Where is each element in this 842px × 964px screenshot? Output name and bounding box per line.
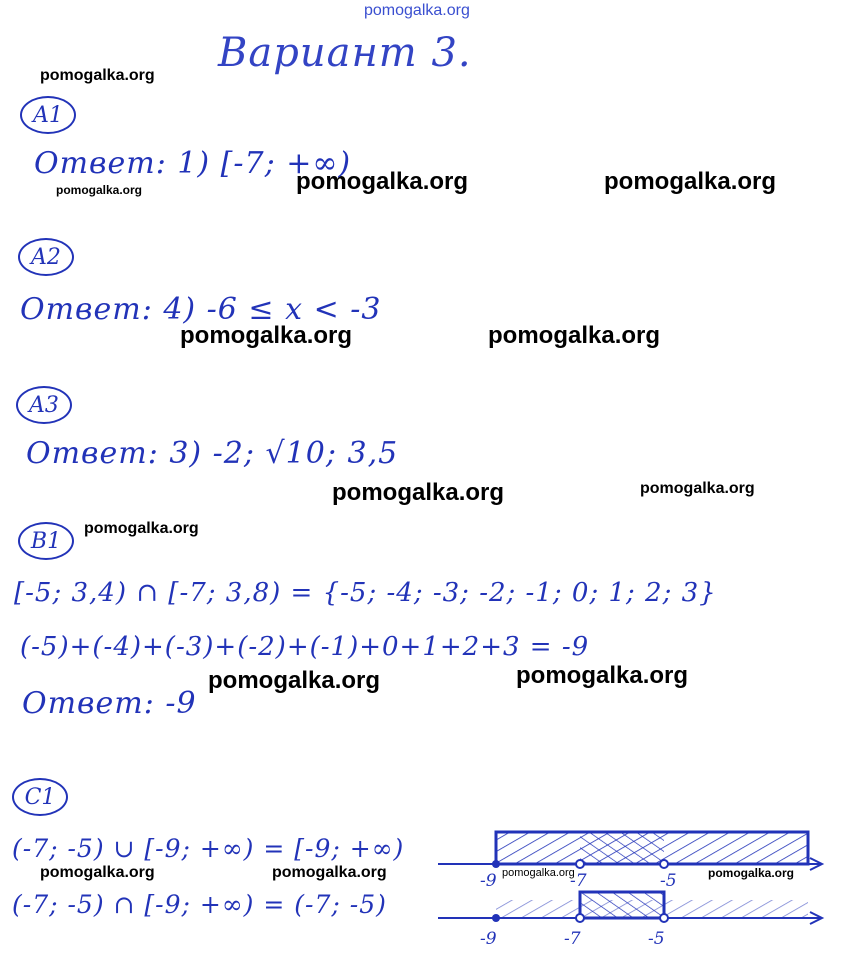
task-c1-union: (-7; -5) ∪ [-9; +∞) = [-9; +∞) <box>12 834 405 863</box>
task-a2-answer: Ответ: 4) -6 ≤ x < -3 <box>20 292 382 327</box>
task-c1-intersection: (-7; -5) ∩ [-9; +∞) = (-7; -5) <box>12 890 387 919</box>
task-b1-intersection: [-5; 3,4) ∩ [-7; 3,8) = {-5; -4; -3; -2; -1; 0; 1; 2; 3} <box>14 578 717 608</box>
closed-point-marker <box>492 914 500 922</box>
task-a3-answer: Ответ: 3) -2; √10; 3,5 <box>26 436 399 471</box>
watermark: pomogalka.org <box>488 322 661 349</box>
task-b1-label: B1 <box>18 522 74 560</box>
task-b1-sum: (-5)+(-4)+(-3)+(-2)+(-1)+0+1+2+3 = -9 <box>20 632 590 662</box>
top-watermark: pomogalka.org <box>364 2 470 19</box>
watermark: pomogalka.org <box>640 480 755 497</box>
top-number-line <box>438 832 822 870</box>
watermark: pomogalka.org <box>180 322 353 349</box>
open-point-marker <box>660 914 668 922</box>
tick-label: -7 <box>564 929 581 949</box>
watermark: pomogalka.org <box>502 867 575 879</box>
closed-point-marker <box>492 860 500 868</box>
watermark: pomogalka.org <box>40 864 155 881</box>
tick-label: -9 <box>480 929 497 949</box>
watermark: pomogalka.org <box>516 662 689 689</box>
tick-label: -5 <box>648 929 665 949</box>
watermark: pomogalka.org <box>56 183 143 197</box>
task-a1-label: A1 <box>20 96 76 134</box>
watermark: pomogalka.org <box>208 667 381 694</box>
watermark: pomogalka.org <box>604 168 777 195</box>
bottom-number-line <box>438 892 822 924</box>
watermark: pomogalka.org <box>272 864 387 881</box>
watermark: pomogalka.org <box>84 520 199 537</box>
task-a3-label: A3 <box>16 386 72 424</box>
open-point-marker <box>660 860 668 868</box>
tick-label: -9 <box>480 871 497 891</box>
number-line-diagram <box>430 820 830 960</box>
task-b1-answer: Ответ: -9 <box>22 686 197 721</box>
task-a2-label: A2 <box>18 238 74 276</box>
task-c1-label: C1 <box>12 778 68 816</box>
tick-label: -7 <box>570 871 587 891</box>
open-point-marker <box>576 914 584 922</box>
task-a1-answer: Ответ: 1) [-7; +∞) <box>34 146 352 181</box>
variant-title: Вариант 3. <box>218 30 472 76</box>
open-point-marker <box>576 860 584 868</box>
watermark: pomogalka.org <box>332 479 505 506</box>
watermark: pomogalka.org <box>40 67 155 84</box>
tick-label: -5 <box>660 871 677 891</box>
watermark: pomogalka.org <box>708 866 795 880</box>
watermark: pomogalka.org <box>296 168 469 195</box>
